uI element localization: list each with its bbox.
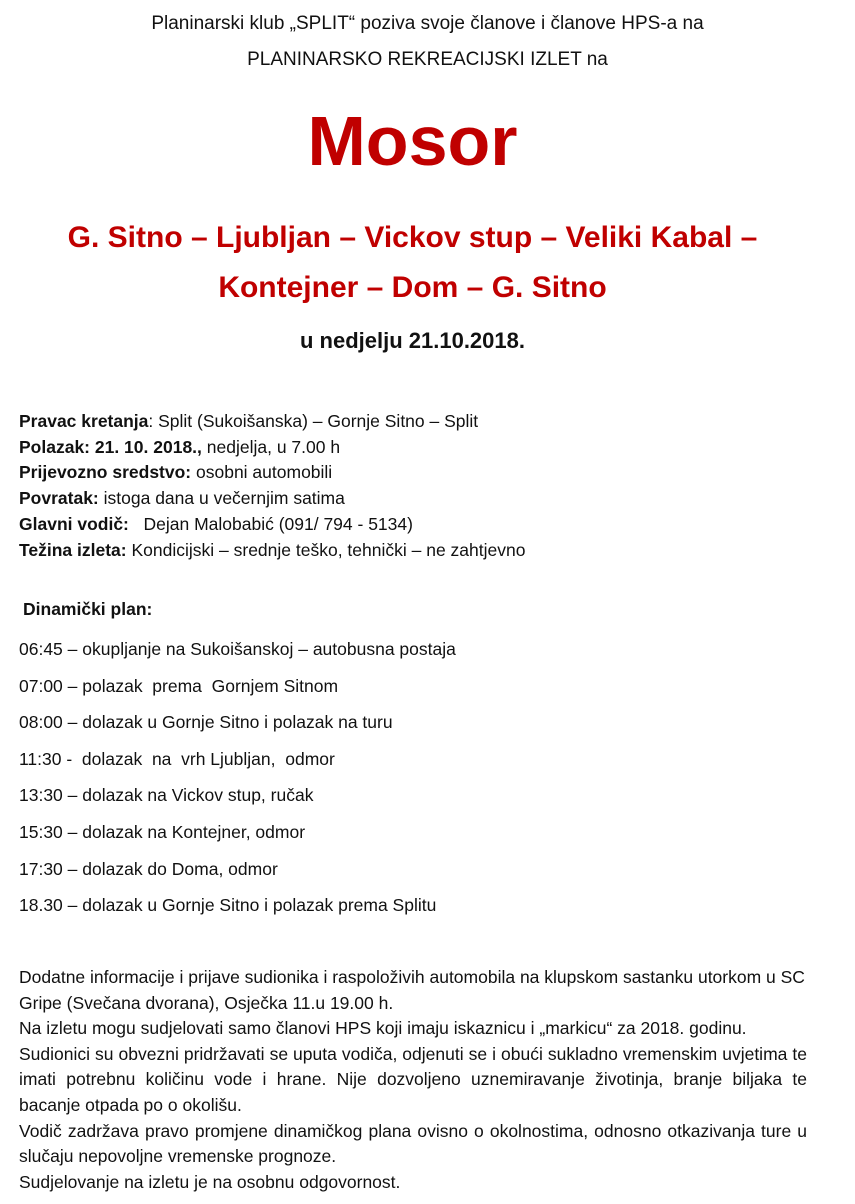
info-label: Pravac kretanja	[19, 411, 149, 431]
info-value: istoga dana u večernjim satima	[98, 488, 345, 509]
plan-item: 13:30 – dolazak na Vickov stup, ručak	[19, 785, 314, 806]
plan-item: 08:00 – dolazak u Gornje Sitno i polazak na turu	[19, 712, 393, 733]
note-paragraph: Vodič zadržava pravo promjene dinamičkog plana ovisno o okolnostima, odnosno otkazivanja ture u slučaju nepovoljne vremenske prognoze.	[19, 1120, 807, 1167]
info-label: Povratak:	[19, 488, 99, 509]
info-row	[19, 435, 525, 461]
plan-title: Dinamički plan:	[23, 599, 153, 619]
note-paragraph: Sudionici su obvezni pridržavati se uputa vodiča, odjenuti se i obući sukladno vremenskim uvjetima te imati potrebnu količinu vode i hrane. Nije dozvoljeno uznemiravanje životinja, branje biljaka te bacanje otpada po o okolišu.	[19, 1043, 807, 1115]
info-row	[19, 409, 525, 435]
plan-item: 06:45 – okupljanje na Sukoišanskoj – autobusna postaja	[19, 639, 456, 659]
plan-list	[19, 638, 456, 931]
info-value: Dejan Malobabić (091/ 794 - 5134)	[128, 513, 413, 534]
invitation-line-1: Planinarski klub „SPLIT“ poziva svoje članove i članove HPS-a na	[151, 13, 704, 34]
note-paragraph: Sudjelovanje na izletu je na osobnu odgovornost.	[19, 1171, 401, 1192]
additional-notes	[19, 965, 807, 1195]
route-line-1: G. Sitno – Ljubljan – Vickov stup – Veliki Kabal –	[67, 221, 758, 254]
info-label: Glavni vodič:	[19, 513, 129, 534]
note-paragraph: Dodatne informacije i prijave sudionika i raspoloživih automobila na klupskom sastanku utorkom u SC Gripe (Svečana dvorana), Osječka 11.u 19.00 h.	[19, 967, 805, 1013]
info-row	[19, 512, 525, 538]
plan-item: 07:00 – polazak prema Gornjem Sitnom	[19, 675, 339, 696]
plan-item: 18.30 – dolazak u Gornje Sitno i polazak prema Splitu	[19, 895, 437, 916]
info-value: Kondicijski – srednje teško, tehnički – ne zahtjevno	[126, 539, 526, 560]
plan-item: 15:30 – dolazak na Kontejner, odmor	[19, 821, 306, 842]
info-label: Težina izleta:	[19, 539, 127, 560]
info-row	[19, 460, 525, 486]
info-row	[19, 538, 525, 564]
plan-item: 11:30 - dolazak na vrh Ljubljan, odmor	[19, 748, 335, 769]
invitation-line-2: PLANINARSKO REKREACIJSKI IZLET na	[247, 49, 608, 70]
info-row	[19, 486, 525, 512]
info-value: : Split (Sukoišanska) – Gornje Sitno – Split	[148, 411, 479, 431]
plan-item: 17:30 – dolazak do Doma, odmor	[19, 858, 278, 879]
info-label: Prijevozno sredstvo:	[19, 462, 192, 483]
event-date: u nedjelju 21.10.2018.	[299, 328, 525, 353]
route-line-2: Kontejner – Dom – G. Sitno	[218, 271, 607, 304]
page-title: Mosor	[307, 102, 518, 180]
info-value: osobni automobili	[191, 462, 333, 483]
info-label: Polazak: 21. 10. 2018.,	[19, 436, 202, 457]
note-paragraph: Na izletu mogu sudjelovati samo članovi HPS koji imaju iskaznicu i „markicu“ za 2018. godinu.	[19, 1018, 747, 1039]
trip-info	[19, 409, 525, 563]
info-value: nedjelja, u 7.00 h	[201, 436, 341, 457]
